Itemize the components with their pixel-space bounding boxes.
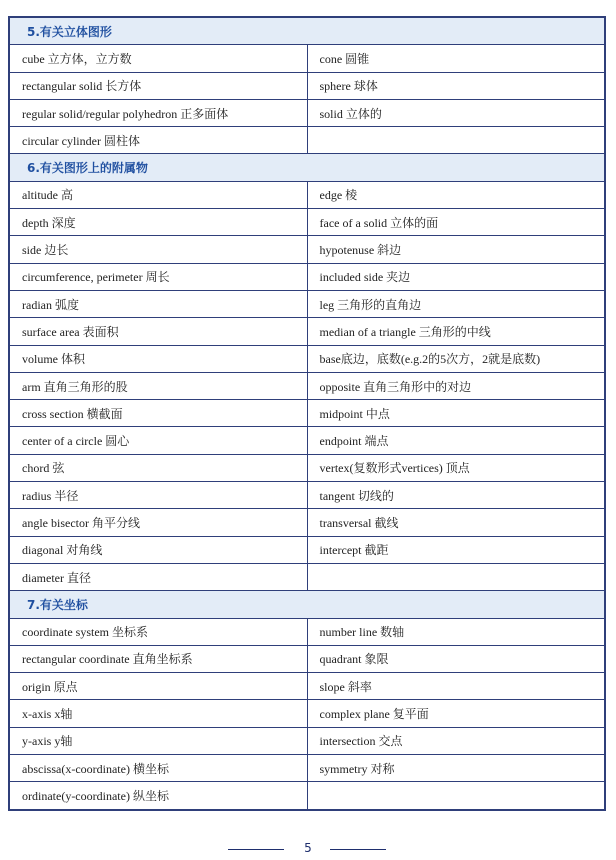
term-cell-right: cone 圆锥 [307,45,605,72]
term-row [9,427,605,454]
term-row [9,318,605,345]
term-cell-left: x-axis x轴 [9,700,307,727]
term-row [9,563,605,590]
term-cell-right: number line 数轴 [307,618,605,645]
term-cell-right [307,127,605,154]
term-cell-left: abscissa(x-coordinate) 横坐标 [9,755,307,782]
page-footer [0,841,616,857]
term-row [9,645,605,672]
term-row [9,263,605,290]
term-cell-right: hypotenuse 斜边 [307,236,605,263]
term-cell-right: included side 夹边 [307,263,605,290]
term-cell-left: angle bisector 角平分线 [9,509,307,536]
term-cell-right: complex plane 复平面 [307,700,605,727]
vocabulary-table-body [9,17,605,810]
term-row [9,181,605,208]
term-cell-left: depth 深度 [9,209,307,236]
term-row [9,454,605,481]
term-row [9,727,605,754]
term-row [9,700,605,727]
term-row [9,236,605,263]
term-cell-left: cross section 横截面 [9,400,307,427]
term-row [9,400,605,427]
term-cell-left: origin 原点 [9,673,307,700]
term-row [9,482,605,509]
section-title: 5.有关立体图形 [9,17,605,45]
term-row [9,209,605,236]
term-cell-right: slope 斜率 [307,673,605,700]
term-cell-left: arm 直角三角形的股 [9,372,307,399]
term-cell-right: solid 立体的 [307,99,605,126]
footer-rule-left [228,849,284,850]
page-number: 5 [304,841,312,855]
term-row [9,45,605,72]
term-cell-left: circular cylinder 圆柱体 [9,127,307,154]
term-cell-right: vertex(复数形式vertices) 顶点 [307,454,605,481]
term-cell-right: face of a solid 立体的面 [307,209,605,236]
term-cell-right: median of a triangle 三角形的中线 [307,318,605,345]
term-cell-right: tangent 切线的 [307,482,605,509]
term-cell-left: surface area 表面积 [9,318,307,345]
term-cell-left: rectangular solid 长方体 [9,72,307,99]
term-cell-left: center of a circle 圆心 [9,427,307,454]
term-row [9,290,605,317]
term-row [9,782,605,810]
term-row [9,618,605,645]
term-cell-left: regular solid/regular polyhedron 正多面体 [9,99,307,126]
term-row [9,755,605,782]
term-cell-right: transversal 截线 [307,509,605,536]
section-header-row [9,17,605,45]
term-cell-right: intercept 截距 [307,536,605,563]
term-cell-left: chord 弦 [9,454,307,481]
term-cell-right [307,563,605,590]
term-cell-right: quadrant 象限 [307,645,605,672]
term-cell-left: y-axis y轴 [9,727,307,754]
term-cell-right: sphere 球体 [307,72,605,99]
term-row [9,509,605,536]
footer-rule-right [330,849,386,850]
term-cell-left: volume 体积 [9,345,307,372]
section-header-row [9,591,605,618]
term-cell-left: cube 立方体，立方数 [9,45,307,72]
section-title: 7.有关坐标 [9,591,605,618]
term-cell-right: leg 三角形的直角边 [307,290,605,317]
section-title: 6.有关图形上的附属物 [9,154,605,181]
term-row [9,99,605,126]
term-row [9,72,605,99]
term-cell-right [307,782,605,810]
term-row [9,127,605,154]
term-cell-left: rectangular coordinate 直角坐标系 [9,645,307,672]
term-cell-right: base底边，底数(e.g.2的5次方，2就是底数) [307,345,605,372]
term-cell-left: ordinate(y-coordinate) 纵坐标 [9,782,307,810]
term-row [9,536,605,563]
term-cell-left: radian 弧度 [9,290,307,317]
term-cell-left: diagonal 对角线 [9,536,307,563]
term-cell-right: edge 棱 [307,181,605,208]
term-cell-left: altitude 高 [9,181,307,208]
term-cell-left: circumference, perimeter 周长 [9,263,307,290]
term-row [9,372,605,399]
term-cell-left: coordinate system 坐标系 [9,618,307,645]
term-cell-right: intersection 交点 [307,727,605,754]
term-cell-left: side 边长 [9,236,307,263]
term-cell-right: midpoint 中点 [307,400,605,427]
term-cell-right: opposite 直角三角形中的对边 [307,372,605,399]
term-cell-right: symmetry 对称 [307,755,605,782]
term-row [9,673,605,700]
term-cell-right: endpoint 端点 [307,427,605,454]
term-row [9,345,605,372]
section-header-row [9,154,605,181]
vocabulary-table [8,16,606,811]
term-cell-left: diameter 直径 [9,563,307,590]
term-cell-left: radius 半径 [9,482,307,509]
